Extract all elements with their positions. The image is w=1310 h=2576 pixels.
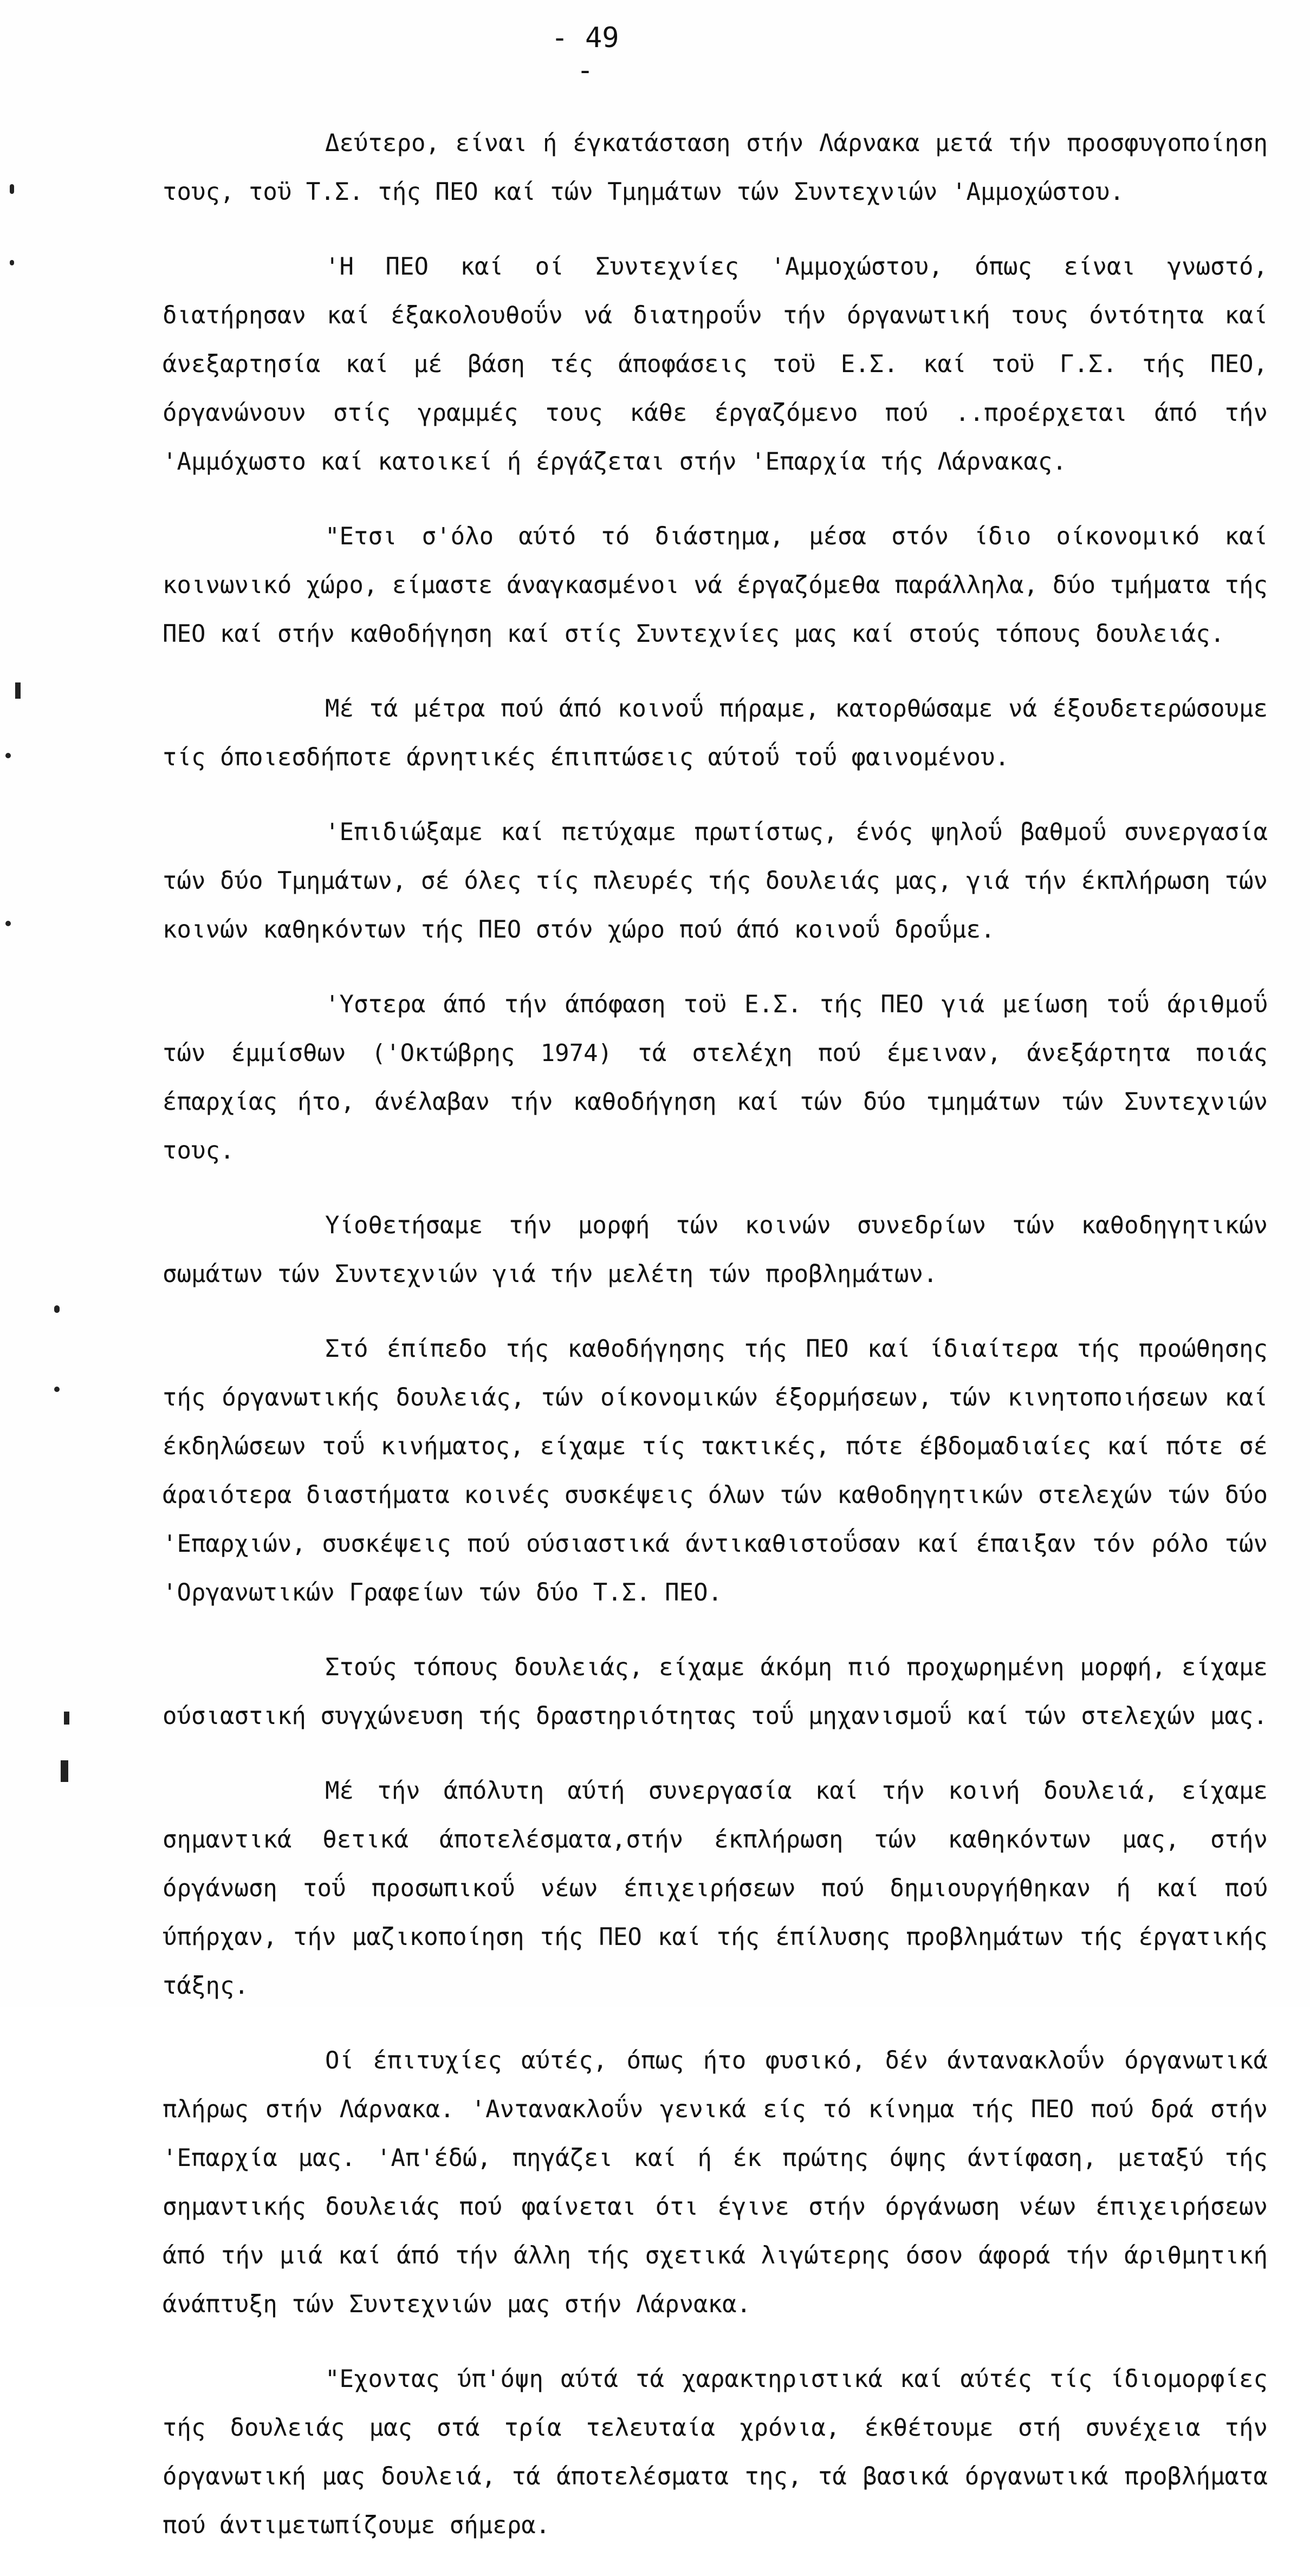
paragraph-6: 'Υστερα άπό τήν άπόφαση τοϋ Ε.Σ. τής ΠΕΟ γιά μείωση τοΰ άριθμοΰ τών έμμίσθων ('Οκτώβρης 1974) τά στελέχη πού έμειναν, άνεξάρτητα ποιάς έπαρχίας ήτο, άνέλαβαν τήν καθοδήγηση καί τών δύο τμημάτων τών Συντεχνιών τους.: [163, 991, 1268, 1165]
paragraph-10: Μέ τήν άπόλυτη αύτή συνεργασία καί τήν κοινή δουλειά, είχαμε σημαντικά θετικά άποτελέσματα,στήν έκπλήρωση τών καθηκόντων μας, στήν όργάνωση τοΰ προσωπικοΰ νέων έπιχειρήσεων πού δημιουργήθηκαν ή καί πού ύπήρχαν, τήν μαζικοποίηση τής ΠΕΟ καί τής έπίλυσης προβλημάτων τής έργατικής τάξης.: [163, 1777, 1268, 2000]
paragraph-11: Οί έπιτυχίες αύτές, όπως ήτο φυσικό, δέν άντανακλοΰν όργανωτικά πλήρως στήν Λάρνακα. 'Αντανακλοΰν γενικά είς τό κίνημα τής ΠΕΟ πού δρά στήν 'Επαρχία μας. 'Απ'έδώ, πηγάζει καί ή έκ πρώτης όψης άντίφαση, μεταξύ τής σημαντικής δουλειάς πού φαίνεται ότι έγινε στήν όργάνωση νέων έπιχειρήσεων άπό τήν μιά καί άπό τήν άλλη τής σχετικά λιγώτερης όσον άφορά τήν άριθμητική άνάπτυξη τών Συντεχνιών μας στήν Λάρνακα.: [163, 2047, 1268, 2318]
paragraph-9: Στούς τόπους δουλειάς, είχαμε άκόμη πιό προχωρημένη μορφή, είχαμε ούσιαστική συγχώνευση τής δραστηριότητας τοΰ μηχανισμοΰ καί τών στελεχών μας.: [163, 1654, 1268, 1730]
paragraph-5: 'Επιδιώξαμε καί πετύχαμε πρωτίστως, ένός ψηλοΰ βαθμοΰ συνεργασία τών δύο Τμημάτων, σέ όλες τίς πλευρές τής δουλειάς μας, γιά τήν έκπλήρωση τών κοινών καθηκόντων τής ΠΕΟ στόν χώρο πού άπό κοινοΰ δροΰμε.: [163, 818, 1268, 944]
scan-artifact-mark: [5, 921, 11, 926]
scan-artifact-mark: [10, 184, 14, 194]
page-number: - 49 -: [551, 22, 619, 87]
paragraph-7: Υίοθετήσαμε τήν μορφή τών κοινών συνεδρίων τών καθοδηγητικών σωμάτων τών Συντεχνιών γιά τήν μελέτη τών προβλημάτων.: [163, 1212, 1268, 1288]
scan-artifact-mark: [61, 1760, 68, 1782]
paragraph-2: 'Η ΠΕΟ καί οί Συντεχνίες 'Αμμοχώστου, όπως είναι γνωστό, διατήρησαν καί έξακολουθοΰν νά διατηροΰν τήν όργανωτική τους όντότητα καί άνεξαρτησία καί μέ βάση τές άποφάσεις τοϋ Ε.Σ. καί τοϋ Γ.Σ. τής ΠΕΟ, όργανώνουν στίς γραμμές τους κάθε έργαζόμενο πού ..προέρχεται άπό τήν 'Αμμόχωστο καί κατοικεί ή έργάζεται στήν 'Επαρχία τής Λάρνακας.: [163, 253, 1268, 476]
body-text: [163, 119, 1268, 2576]
paragraph-8: Στό έπίπεδο τής καθοδήγησης τής ΠΕΟ καί ίδιαίτερα τής προώθησης τής όργανωτικής δουλειάς, τών οίκονομικών έξορμήσεων, τών κινητοποιήσεων καί έκδηλώσεων τοΰ κινήματος, είχαμε τίς τακτικές, πότε έβδομαδιαίες καί πότε σέ άραιότερα διαστήματα κοινές συσκέψεις όλων τών καθοδηγητικών στελεχών τών δύο 'Επαρχιών, συσκέψεις πού ούσιαστικά άντικαθιστοΰσαν καί έπαιξαν τόν ρόλο τών 'Οργανωτικών Γραφείων τών δύο Τ.Σ. ΠΕΟ.: [163, 1335, 1268, 1606]
scan-artifact-mark: [54, 1387, 60, 1392]
scan-artifact-mark: [54, 1305, 60, 1313]
paragraph-12: "Εχοντας ύπ'όψη αύτά τά χαρακτηριστικά καί αύτές τίς ίδιομορφίες τής δουλειάς μας στά τρία τελευταία χρόνια, έκθέτουμε στή συνέχεια τήν όργανωτική μας δουλειά, τά άποτελέσματα της, τά βασικά όργανωτικά προβλήματα πού άντιμετωπίζουμε σήμερα.: [163, 2365, 1268, 2539]
scan-artifact-mark: [64, 1712, 69, 1725]
scan-artifact-mark: [15, 682, 21, 699]
scan-artifact-mark: [5, 753, 11, 758]
paragraph-1: Δεύτερο, είναι ή έγκατάσταση στήν Λάρνακα μετά τήν προσφυγοποίηση τους, τοϋ Τ.Σ. τής ΠΕΟ καί τών Τμημάτων τών Συντεχνιών 'Αμμοχώστου.: [163, 129, 1268, 206]
scan-artifact-mark: [10, 260, 14, 265]
paragraph-3: "Ετσι σ'όλο αύτό τό διάστημα, μέσα στόν ίδιο οίκονομικό καί κοινωνικό χώρο, είμαστε άναγκασμένοι νά έργαζόμεθα παράλληλα, δύο τμήματα τής ΠΕΟ καί στήν καθοδήγηση καί στίς Συντεχνίες μας καί στούς τόπους δουλειάς.: [163, 523, 1268, 648]
paragraph-4: Μέ τά μέτρα πού άπό κοινοΰ πήραμε, κατορθώσαμε νά έξουδετερώσουμε τίς όποιεσδήποτε άρνητικές έπιπτώσεις αύτοΰ τοΰ φαινομένου.: [163, 695, 1268, 771]
